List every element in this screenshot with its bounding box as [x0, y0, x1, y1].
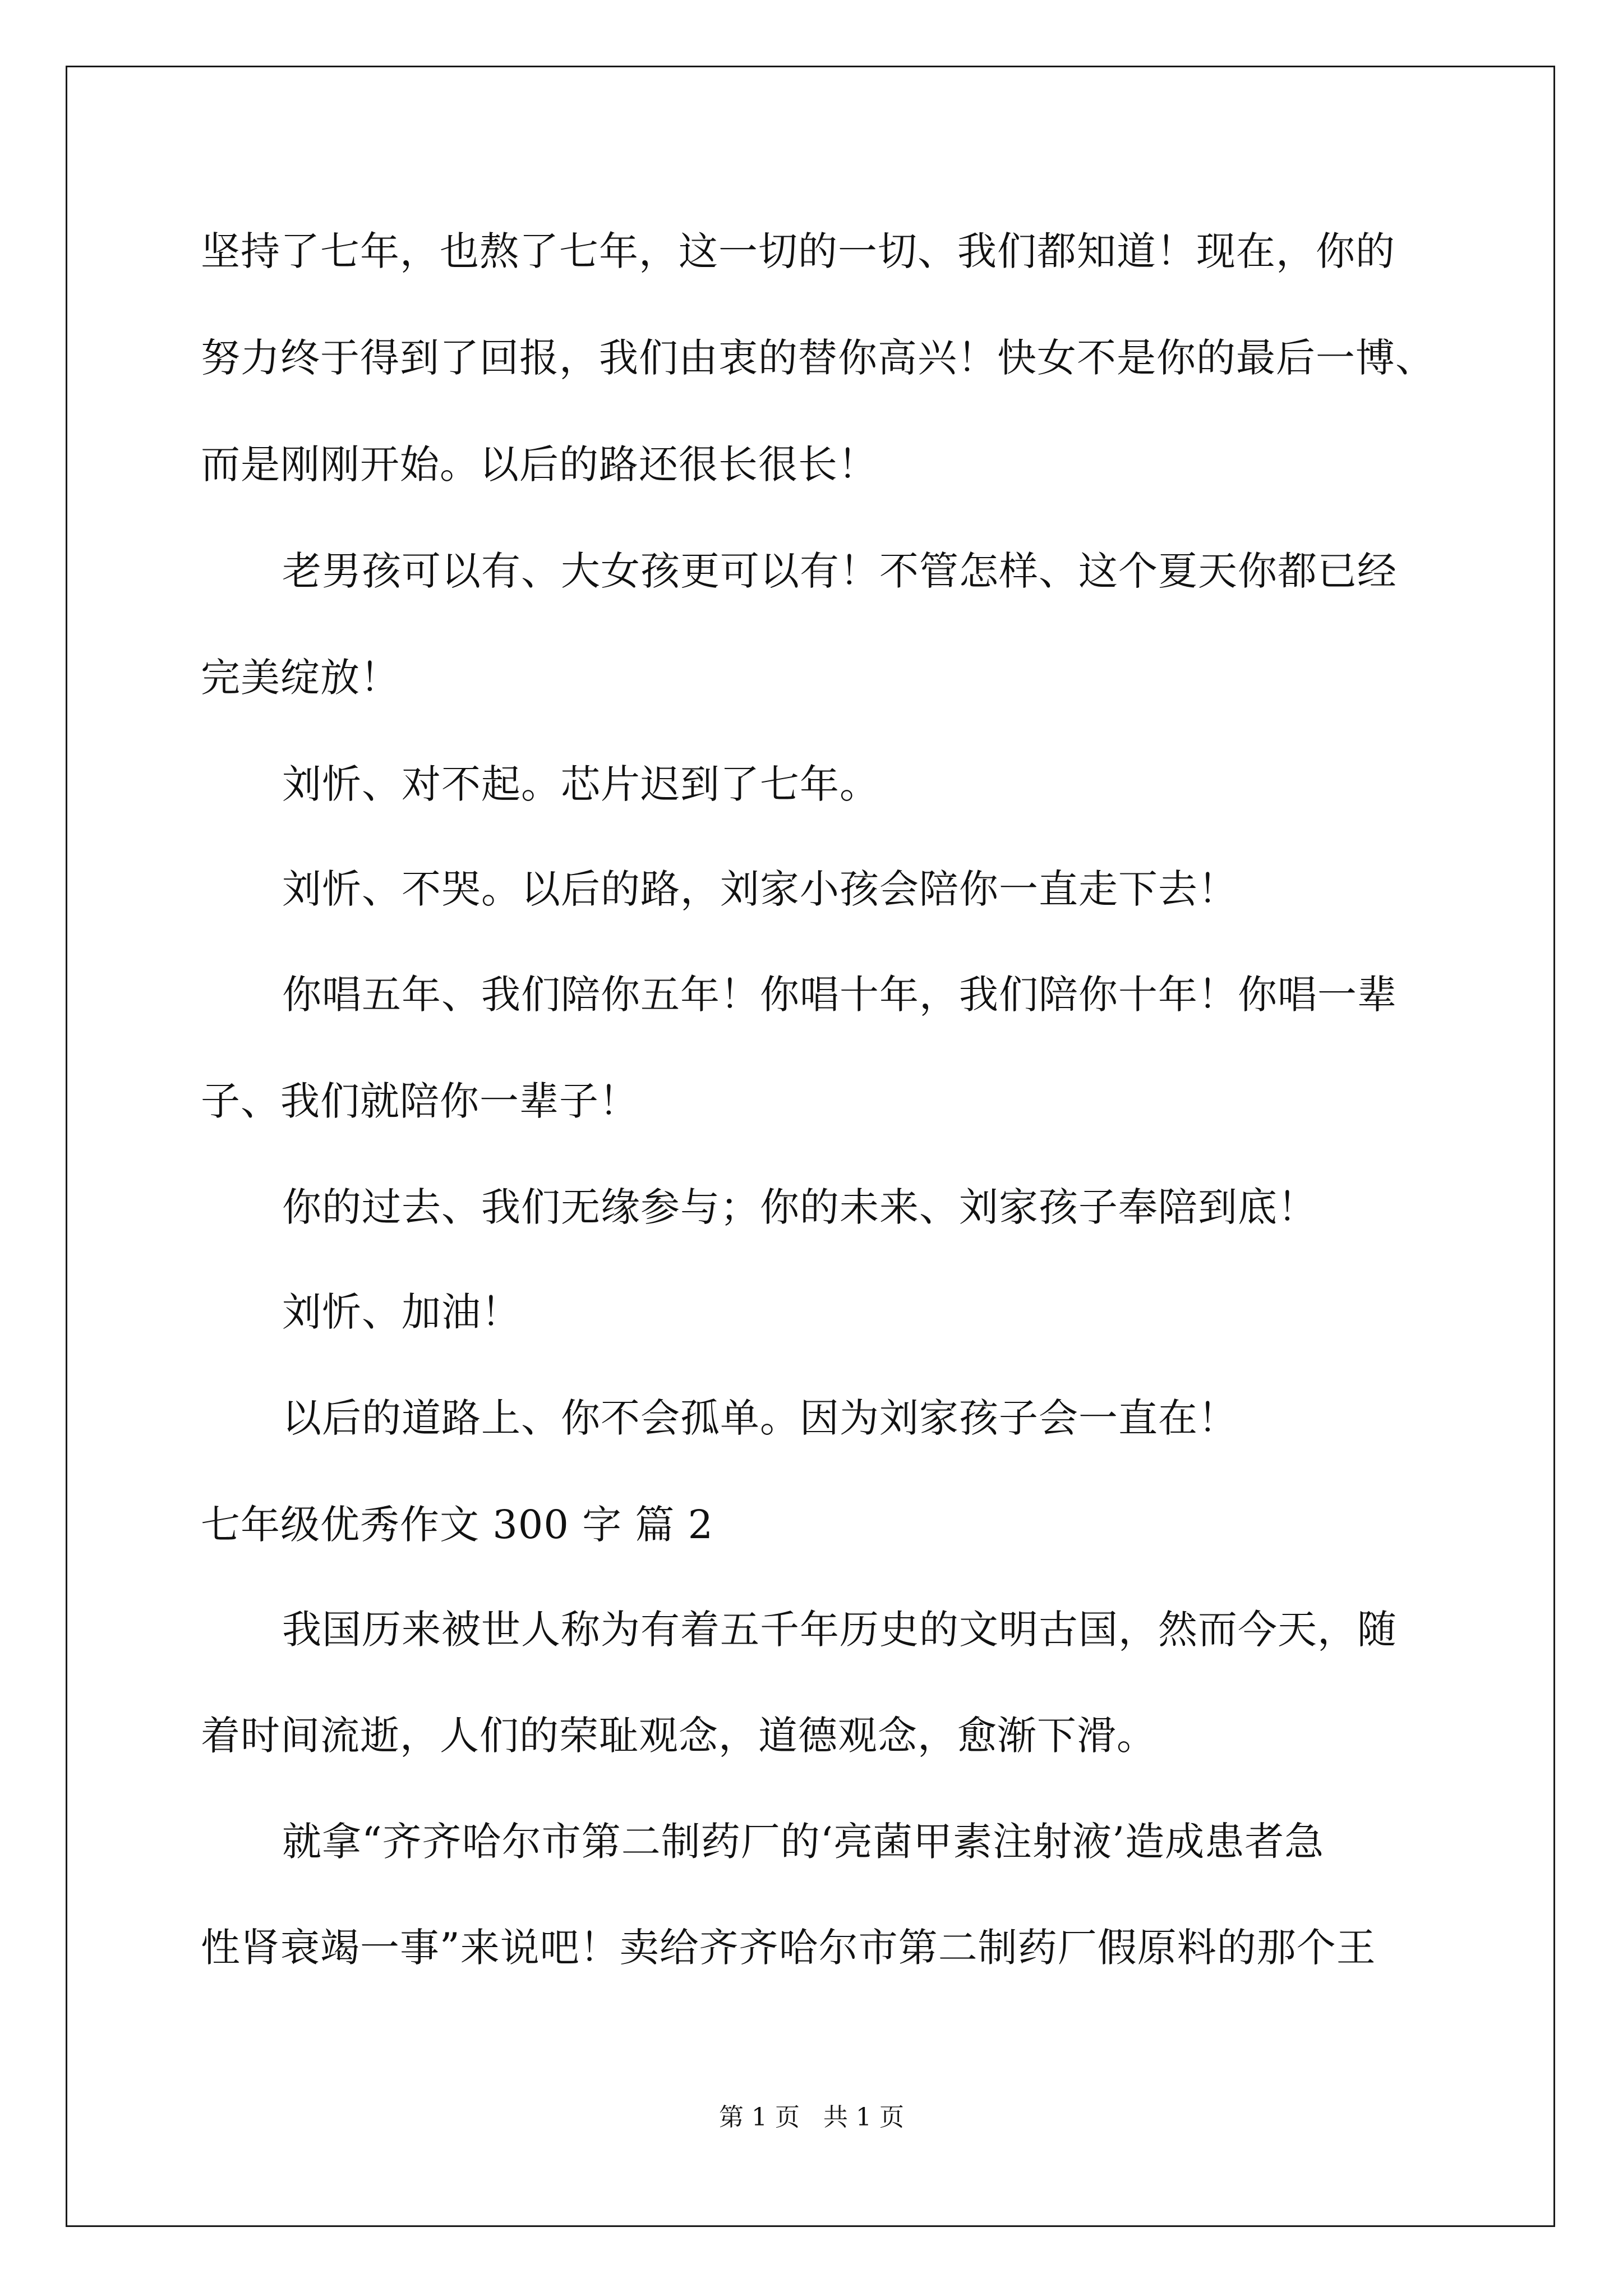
paragraph-line: 老男孩可以有、大女孩更可以有！不管怎样、这个夏天你都已经 — [282, 548, 1397, 594]
paragraph-line: 就拿“齐齐哈尔市第二制药厂的‘亮菌甲素注射液’造成患者急 — [282, 1819, 1325, 1865]
paragraph-line: 完美绽放！ — [201, 655, 400, 701]
paragraph-line: 坚持了七年，也熬了七年，这一切的一切、我们都知道！现在，你的 — [201, 228, 1395, 274]
paragraph-line: 刘忻、对不起。芯片迟到了七年。 — [282, 761, 879, 807]
paragraph-line: 性肾衰竭一事”来说吧！卖给齐齐哈尔市第二制药厂假原料的那个王 — [201, 1925, 1376, 1971]
paragraph-line: 我国历来被世人称为有着五千年历史的文明古国，然而今天，随 — [282, 1607, 1397, 1653]
paragraph-line: 努力终于得到了回报，我们由衷的替你高兴！快女不是你的最后一博、 — [201, 335, 1435, 381]
paragraph-line: 子、我们就陪你一辈子！ — [201, 1078, 639, 1124]
page-footer: 第 1 页 共 1 页 — [719, 2103, 904, 2132]
paragraph-line: 你的过去、我们无缘参与；你的未来、刘家孩子奉陪到底！ — [282, 1184, 1317, 1230]
paragraph-line: 着时间流逝，人们的荣耻观念，道德观念，愈渐下滑。 — [201, 1713, 1156, 1759]
paragraph-line: 以后的道路上、你不会孤单。因为刘家孩子会一直在！ — [282, 1395, 1238, 1441]
paragraph-line: 你唱五年、我们陪你五年！你唱十年，我们陪你十年！你唱一辈 — [282, 972, 1397, 1018]
paragraph-line: 刘忻、不哭。以后的路，刘家小孩会陪你一直走下去！ — [282, 866, 1238, 912]
page-border — [66, 66, 1555, 2227]
paragraph-line: 刘忻、加油！ — [282, 1289, 521, 1335]
section-heading: 七年级优秀作文 300 字 篇 2 — [201, 1502, 714, 1548]
paragraph-line: 而是刚刚开始。以后的路还很长很长！ — [201, 441, 878, 487]
